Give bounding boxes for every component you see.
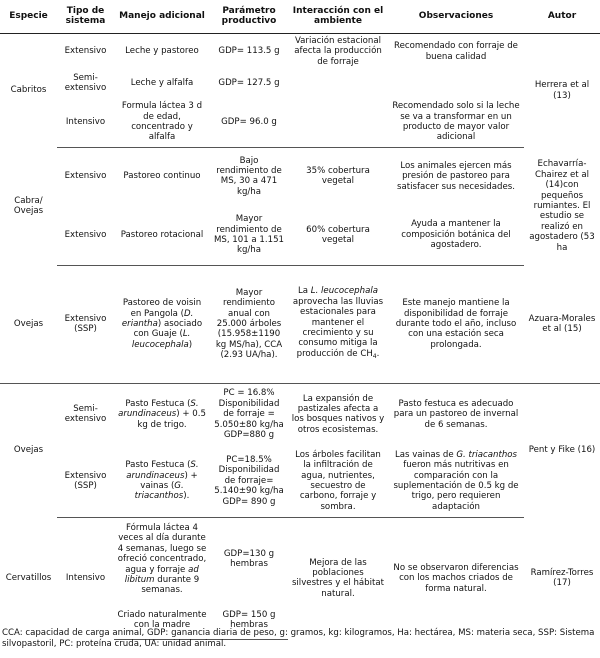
- observaciones-cell: Pasto festuca es adecuado para un pastoreo de invernal de 6 semanas.: [393, 398, 519, 430]
- table-row: [0, 205, 600, 265]
- header-tipo-sistema: Tipo de sistema: [57, 0, 114, 34]
- parametro-cell: Mayor rendimiento anual con 25.000 árboles (15.958±1190 kg MS/ha), CCA (2.93 UA/ha).: [210, 265, 288, 383]
- table-row: [0, 265, 600, 383]
- especie-cell: Cabritos: [10, 85, 47, 96]
- manejo-cell: Leche y alfalfa: [130, 78, 194, 89]
- parametro-cell: GDP= 150 g hembras: [210, 601, 288, 639]
- manejo-cell: Pastoreo de voisin en Pangola (D. eriantha) asociado con Guaje (L. leucocephala): [114, 265, 210, 383]
- manejo-cell: Pasto Festuca (S. arundinaceus) + vainas (G. triacanthos).: [114, 445, 210, 517]
- tipo-cell: Intensivo: [65, 573, 106, 584]
- observaciones-cell: Los animales ejercen más presión de pastoreo para satisfacer sus necesidades.: [397, 160, 515, 192]
- interaccion-cell: 60% cobertura vegetal: [288, 205, 388, 265]
- tipo-cell: Semi-extensivo: [64, 404, 107, 425]
- manejo-cell: Criado naturalmente con la madre: [114, 601, 210, 639]
- table-row: [0, 147, 600, 205]
- footnote: CCA: capacidad de carga animal, GDP: ganancia diaria de peso, g: gramos, kg: kilogramos, Ha: hectárea, MS: materia seca, SSP: Sistema silvopastoril, PC: proteína cruda, UA: unidad animal.: [2, 628, 595, 649]
- tipo-cell: Extensivo (SSP): [57, 265, 114, 383]
- manejo-cell: Pastoreo continuo: [123, 171, 201, 182]
- parametro-cell: PC=18.5% Disponibilidad de forraje= 5.140±90 kg/ha GDP= 890 g: [210, 445, 288, 517]
- parametro-cell: GDP=130 g hembras: [223, 549, 275, 570]
- especie-cell: Ovejas: [13, 445, 44, 456]
- interaccion-cell: 35% cobertura vegetal: [306, 166, 370, 187]
- interaccion-cell: Los árboles facilitan la infiltración de agua, nutrientes, secuestro de carbono, forraje y sombra.: [288, 445, 388, 517]
- header-row: [0, 0, 600, 34]
- interaccion-cell: Variación estacional afecta la producción de forraje: [294, 36, 382, 67]
- interaccion-cell: [288, 69, 388, 97]
- tipo-cell: Intensivo: [57, 97, 114, 147]
- table-row: [0, 34, 600, 70]
- tipo-cell: Extensivo: [64, 171, 107, 182]
- observaciones-cell: Recomendado con forraje de buena calidad: [394, 41, 518, 62]
- observaciones-cell: Ayuda a mantener la composición botánica del agostadero.: [388, 205, 524, 265]
- autor-cell: Azuara-Morales et al (15): [524, 265, 600, 383]
- autor-cell: Pent y Fike (16): [528, 445, 596, 456]
- table-row: [0, 69, 600, 97]
- observaciones-cell: Este manejo mantiene la disponibilidad de forraje durante todo el año, incluso con una estación seca prolongada.: [388, 265, 524, 383]
- table-row: [0, 445, 600, 517]
- parametro-cell: GDP= 96.0 g: [210, 97, 288, 147]
- parametro-cell: GDP= 127.5 g: [218, 78, 280, 89]
- interaccion-cell: Mejora de las poblaciones silvestres y el hábitat natural.: [291, 557, 385, 599]
- table-row: [0, 517, 600, 601]
- header-autor: Autor: [524, 0, 600, 34]
- autor-cell: Echavarría-Chairez et al (14)con pequeños rumiantes. El estudio se realizó en agostadero (53 ha: [529, 159, 595, 253]
- table-row: [0, 97, 600, 147]
- observaciones-cell: Las vainas de G. triacanthos fueron más nutritivas en comparación con la suplementación de 0.5 kg de trigo, pero requieren adaptación: [388, 445, 524, 517]
- interaccion-cell: La expansión de pastizales afecta a los bosques nativos y otros ecosistemas.: [291, 393, 385, 435]
- manejo-cell: Pasto Festuca (S. arundinaceus) + 0.5 kg de trigo.: [118, 398, 206, 430]
- autor-cell: Herrera et al (13): [534, 80, 590, 101]
- interaccion-cell: La L. leucocephala aprovecha las lluvias estacionales para mantener el crecimiento y su consumo mitiga la producción de $CH_4$.: [288, 265, 388, 383]
- tipo-cell: Extensivo: [57, 205, 114, 265]
- parametro-cell: Bajo rendimiento de MS, 30 a 471 kg/ha: [216, 155, 282, 197]
- parametro-cell: PC = 16.8% Disponibilidad de forraje = 5.050±80 kg/ha GDP=880 g: [214, 388, 284, 441]
- tipo-cell: Semi-extensivo: [64, 72, 107, 94]
- table-row: [0, 383, 600, 445]
- header-manejo-adicional: Manejo adicional: [114, 0, 210, 34]
- especie-cell: Ovejas: [0, 265, 57, 383]
- manejo-cell: Pastoreo rotacional: [114, 205, 210, 265]
- observaciones-cell: No se observaron diferencias con los machos criados de forma natural.: [393, 562, 519, 594]
- header-interaccion-ambiente: Interacción con el ambiente: [288, 0, 388, 34]
- header-observaciones: Observaciones: [388, 0, 524, 34]
- header-especie: Especie: [0, 0, 57, 34]
- especie-cell: Cabra/ Ovejas: [13, 195, 44, 217]
- observaciones-cell: Recomendado solo si la leche se va a transformar en un producto de mayor valor adicional: [388, 97, 524, 147]
- manejo-cell: Leche y pastoreo: [125, 46, 199, 57]
- especie-cell: Cervatillos: [5, 573, 52, 584]
- tipo-cell: Extensivo (SSP): [57, 445, 114, 517]
- autor-cell: Ramírez-Torres (17): [530, 567, 594, 589]
- manejo-cell: Formula láctea 3 d de edad, concentrado y alfalfa: [114, 97, 210, 147]
- manejo-cell: Fórmula láctea 4 veces al día durante 4 semanas, luego se ofreció concentrado, agua y forraje ad libitum durante 9 semanas.: [117, 523, 207, 596]
- tipo-cell: Extensivo: [64, 46, 107, 57]
- header-parametro-productivo: Parámetro productivo: [210, 0, 288, 34]
- parametro-cell: GDP= 113.5 g: [218, 46, 280, 57]
- interaccion-cell: [288, 97, 388, 147]
- observaciones-cell: [388, 69, 524, 97]
- parametro-cell: Mayor rendimiento de MS, 101 a 1.151 kg/ha: [210, 205, 288, 265]
